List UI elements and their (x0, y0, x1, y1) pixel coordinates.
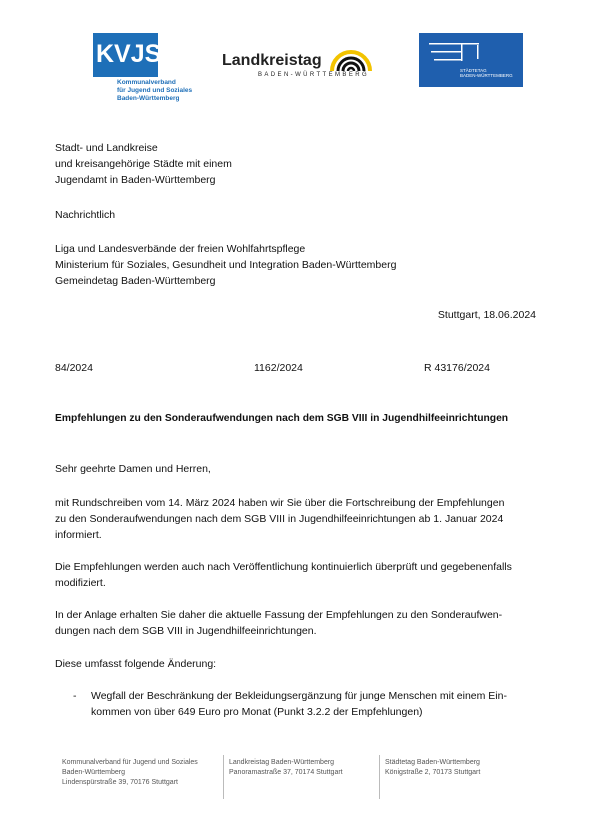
paragraph-line: informiert. (55, 529, 102, 541)
footer-line: Landkreistag Baden-Württemberg (229, 759, 335, 766)
recipient-line: Stadt- und Landkreise (55, 142, 158, 154)
staedtetag-logo (419, 33, 523, 87)
footer-kvjs (62, 758, 198, 788)
footer-landkreistag (229, 758, 343, 778)
footer-line: Kommunalverband für Jugend und Soziales (62, 759, 198, 766)
footer-staedtetag (385, 758, 480, 778)
bullet-line: kommen von über 649 Euro pro Monat (Punkt 3.2.2 der Empfehlungen) (91, 706, 423, 718)
staedtetag-sub-line: BADEN-WÜRTTEMBERG (460, 73, 513, 78)
cc-line: Ministerium für Soziales, Gesundheit und Integration Baden-Württemberg (55, 259, 397, 271)
paragraph-line: In der Anlage erhalten Sie daher die aktuelle Fassung der Empfehlungen zu den Sonderaufwen- (55, 609, 503, 621)
cc-line: Liga und Landesverbände der freien Wohlfahrtspflege (55, 243, 306, 255)
landkreistag-arc-icon (330, 33, 372, 73)
salutation: Sehr geehrte Damen und Herren, (55, 463, 211, 475)
footer-line: Panoramastraße 37, 70174 Stuttgart (229, 769, 343, 776)
landkreistag-logo-text: Landkreistag (222, 52, 322, 69)
paragraph-line: Diese umfasst folgende Änderung: (55, 658, 217, 670)
reference-staedtetag: R 43176/2024 (424, 362, 490, 374)
paragraph-line: dungen nach dem SGB VIII in Jugendhilfeeinrichtungen. (55, 625, 317, 637)
staedtetag-logo-text (460, 68, 513, 78)
bullet-line: Wegfall der Beschränkung der Bekleidungsergänzung für junge Menschen mit einem Ein- (91, 690, 507, 702)
kvjs-sub-line: Kommunalverband (117, 79, 176, 86)
footer-divider (379, 755, 380, 799)
landkreistag-logo-sub: BADEN-WÜRTTEMBERG (258, 72, 370, 78)
paragraph-line: mit Rundschreiben vom 14. März 2024 haben wir Sie über die Fortschreibung der Empfehlungen (55, 497, 505, 509)
footer-line: Lindenspürstraße 39, 70176 Stuttgart (62, 779, 178, 786)
staedtetag-sub-line: STÄDTETAG (460, 68, 487, 73)
footer-line: Baden-Württemberg (62, 769, 126, 776)
paragraph-line: modifiziert. (55, 577, 106, 589)
bullet-marker: - (73, 690, 77, 702)
reference-landkreistag: 1162/2024 (254, 362, 303, 374)
staedtetag-mark-icon (419, 33, 523, 87)
paragraph-line: Die Empfehlungen werden auch nach Veröffentlichung kontinuierlich überprüft und gegebenenfalls (55, 561, 512, 573)
recipient-line: und kreisangehörige Städte mit einem (55, 158, 232, 170)
kvjs-sub-line: Baden-Württemberg (117, 95, 180, 102)
kvjs-sub-line: für Jugend und Soziales (117, 87, 193, 94)
recipient-line: Jugendamt in Baden-Württemberg (55, 174, 216, 186)
letter-subject: Empfehlungen zu den Sonderaufwendungen nach dem SGB VIII in Jugendhilfeeinrichtungen (55, 413, 509, 424)
footer-line: Königstraße 2, 70173 Stuttgart (385, 769, 481, 776)
kvjs-logo-text: KVJS (96, 40, 162, 68)
cc-label: Nachrichtlich (55, 209, 116, 221)
footer-line: Städtetag Baden-Württemberg (385, 759, 480, 766)
reference-kvjs: 84/2024 (55, 362, 93, 374)
footer-divider (223, 755, 224, 799)
letter-date: Stuttgart, 18.06.2024 (437, 309, 536, 321)
paragraph-line: zu den Sonderaufwendungen nach dem SGB VIII in Jugendhilfeeinrichtungen ab 1. Januar 2024 (55, 513, 504, 525)
cc-line: Gemeindetag Baden-Württemberg (55, 275, 216, 287)
